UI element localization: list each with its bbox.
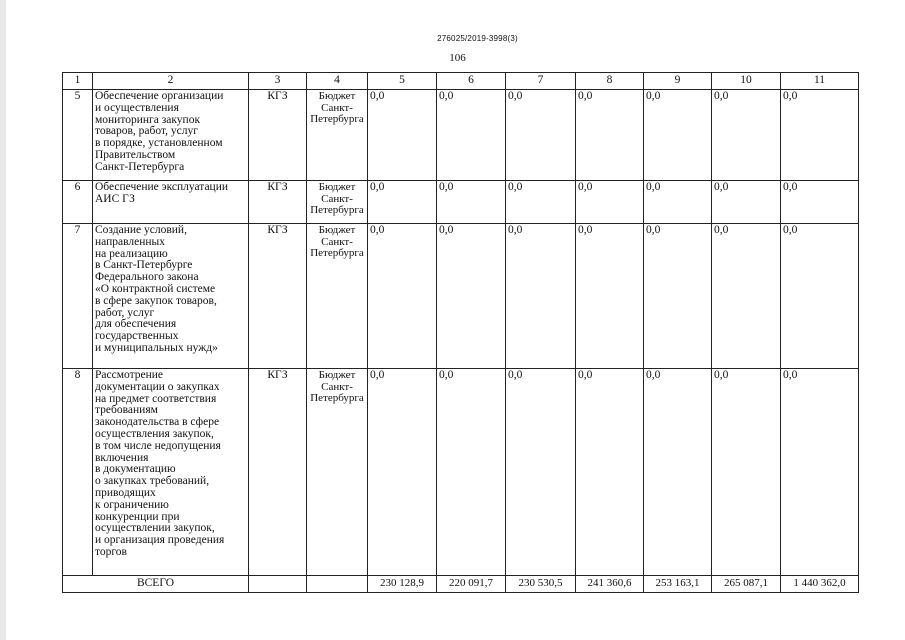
value-cell: 0,0 [781,369,859,576]
column-number: 9 [644,73,712,90]
value-cell: 0,0 [644,369,712,576]
value-cell: 0,0 [781,224,859,369]
value-cell: 0,0 [712,90,781,181]
value-cell: 0,0 [437,181,506,224]
document-id: 276025/2019-3998(3) [437,34,518,43]
value-cell: 0,0 [781,90,859,181]
total-value: 241 360,6 [576,576,644,593]
value-cell: 0,0 [506,369,576,576]
table-row [63,224,859,369]
column-number: 11 [781,73,859,90]
value-cell: 0,0 [368,224,437,369]
column-number: 10 [712,73,781,90]
value-cell: 0,0 [644,224,712,369]
value-cell: 0,0 [506,90,576,181]
executor: КГЗ [249,369,307,576]
activity-name: Обеспечение организации и осуществления мониторинга закупок товаров, работ, услуг в порядке, установленном Правительством Санкт-Петербурга [93,90,249,181]
table-row [63,181,859,224]
value-cell: 0,0 [437,90,506,181]
value-cell: 0,0 [506,181,576,224]
table-row [63,369,859,576]
value-cell: 0,0 [437,369,506,576]
table-row [63,90,859,181]
total-value: 1 440 362,0 [781,576,859,593]
value-cell: 0,0 [576,181,644,224]
page-number: 106 [449,52,466,64]
value-cell: 0,0 [712,181,781,224]
value-cell: 0,0 [712,369,781,576]
executor: КГЗ [249,181,307,224]
column-number: 1 [63,73,93,90]
budget-table [62,72,859,593]
funding-source: Бюджет Санкт- Петербурга [307,369,368,576]
row-number: 8 [63,369,93,576]
scan-edge [0,0,6,640]
row-number: 5 [63,90,93,181]
value-cell: 0,0 [712,224,781,369]
value-cell: 0,0 [781,181,859,224]
total-label: ВСЕГО [63,576,249,593]
column-number: 3 [249,73,307,90]
total-value: 265 087,1 [712,576,781,593]
column-number-row [63,73,859,90]
column-number: 8 [576,73,644,90]
total-value: 220 091,7 [437,576,506,593]
column-number: 6 [437,73,506,90]
total-value: 230 128,9 [368,576,437,593]
empty-cell [249,576,307,593]
row-number: 7 [63,224,93,369]
executor: КГЗ [249,90,307,181]
funding-source: Бюджет Санкт- Петербурга [307,224,368,369]
activity-name: Обеспечение эксплуатации АИС ГЗ [93,181,249,224]
column-number: 5 [368,73,437,90]
total-value: 253 163,1 [644,576,712,593]
total-value: 230 530,5 [506,576,576,593]
activity-name: Рассмотрение документации о закупках на предмет соответствия требованиям законодательства в сфере осуществления закупок, в том числе недопущения включения в документацию о закупках требований, приводящих к ограничению конкуренции при осуществлении закупок, и организация проведения торгов [93,369,249,576]
activity-name: Создание условий, направленных на реализацию в Санкт-Петербурге Федерального закона «О контрактной системе в сфере закупок товаров, работ, услуг для обеспечения государственных и муниципальных нужд» [93,224,249,369]
value-cell: 0,0 [368,369,437,576]
value-cell: 0,0 [644,181,712,224]
value-cell: 0,0 [576,369,644,576]
value-cell: 0,0 [506,224,576,369]
column-number: 7 [506,73,576,90]
funding-source: Бюджет Санкт- Петербурга [307,90,368,181]
column-number: 4 [307,73,368,90]
row-number: 6 [63,181,93,224]
column-number: 2 [93,73,249,90]
value-cell: 0,0 [368,90,437,181]
executor: КГЗ [249,224,307,369]
value-cell: 0,0 [576,90,644,181]
value-cell: 0,0 [437,224,506,369]
funding-source: Бюджет Санкт- Петербурга [307,181,368,224]
value-cell: 0,0 [644,90,712,181]
empty-cell [307,576,368,593]
total-row [63,576,859,593]
value-cell: 0,0 [576,224,644,369]
value-cell: 0,0 [368,181,437,224]
